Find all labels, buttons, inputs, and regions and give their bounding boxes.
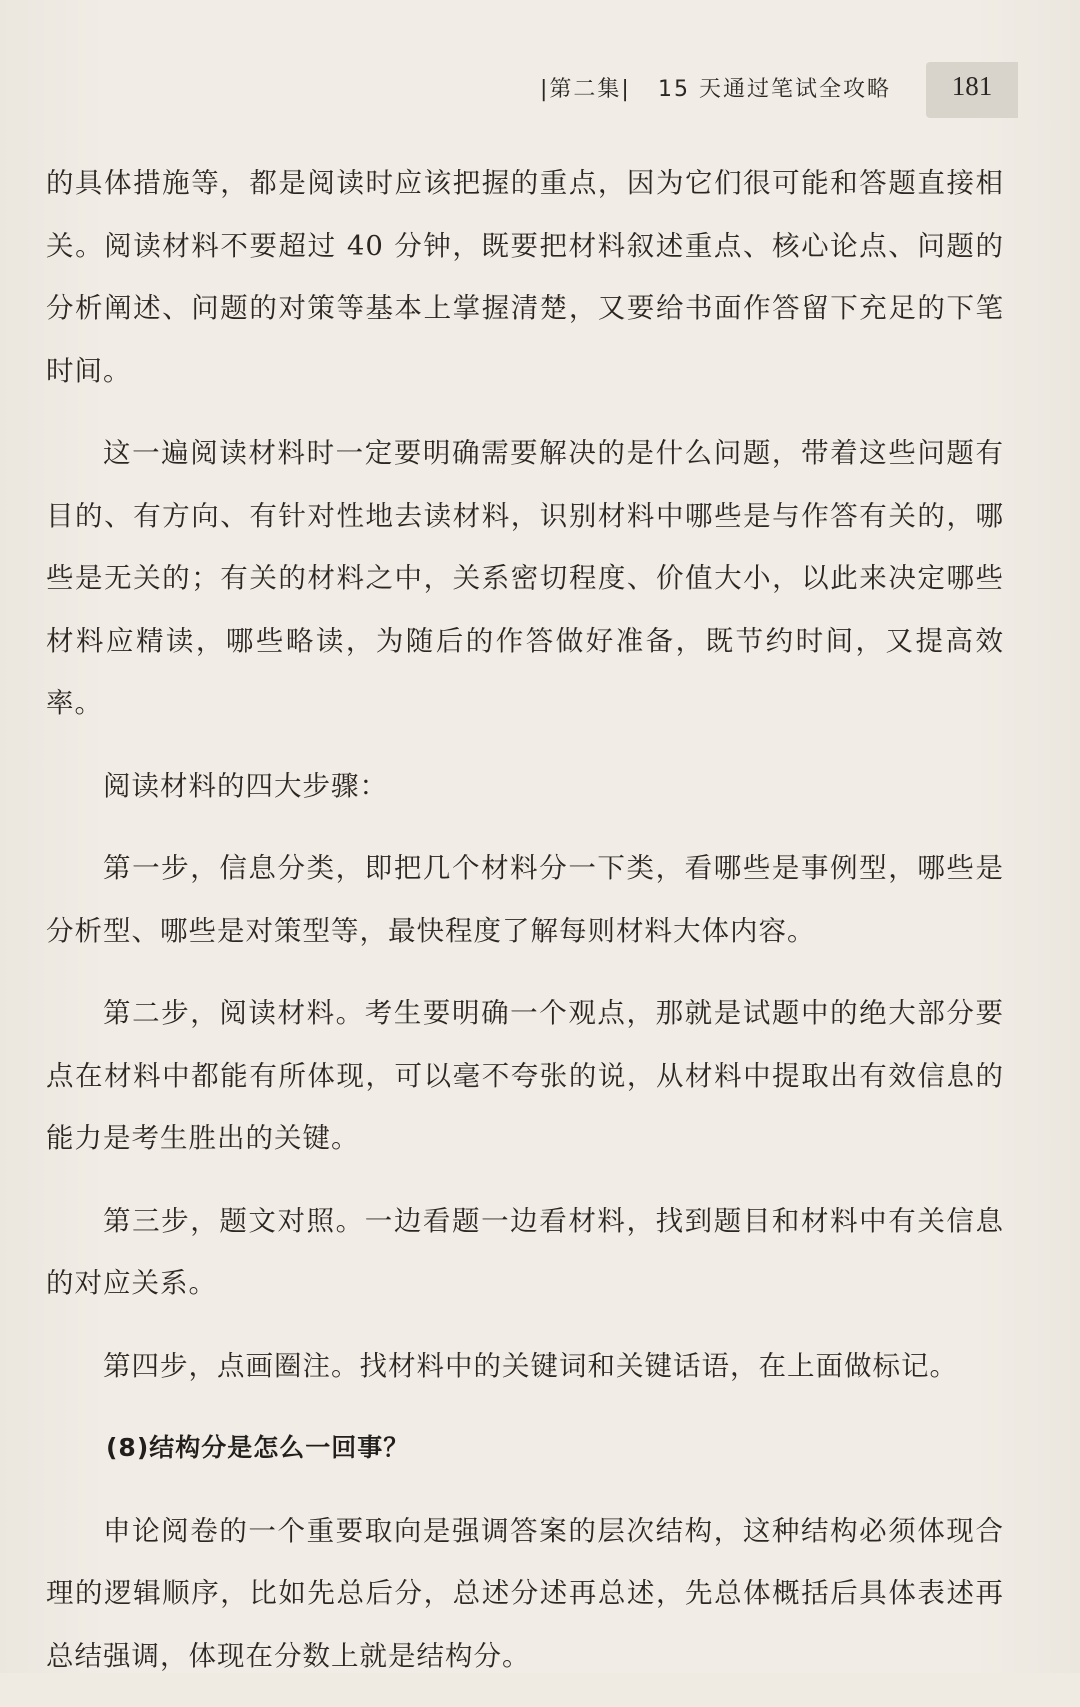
paragraph-reading-focus: 这一遍阅读材料时一定要明确需要解决的是什么问题，带着这些问题有目的、有方向、有针对性地去读材料，识别材料中哪些是与作答有关的，哪些是无关的；有关的材料之中，关系密切程度、价值大小，以此来决定哪些材料应精读，哪些略读，为随后的作答做好准备，既节约时间，又提高效率。 xyxy=(46,437,1004,719)
section-heading: (8)结构分是怎么一回事？ xyxy=(106,1433,410,1462)
paragraph-structure-score: 申论阅卷的一个重要取向是强调答案的层次结构，这种结构必须体现合理的逻辑顺序，比如先总后分，总述分述再总述，先总体概括后具体表述再总结强调，体现在分数上就是结构分。 xyxy=(46,1514,1004,1672)
paragraph-step-three: 第三步，题文对照。一边看题一边看材料，找到题目和材料中有关信息的对应关系。 xyxy=(46,1204,1004,1299)
paragraph-step-two: 第二步，阅读材料。考生要明确一个观点，那就是试题中的绝大部分要点在材料中都能有所体现，可以毫不夸张的说，从材料中提取出有效信息的能力是考生胜出的关键。 xyxy=(46,997,1004,1154)
paragraph-four-steps-intro: 阅读材料的四大步骤： xyxy=(103,769,388,802)
header-series-label: |第二集| xyxy=(540,77,631,102)
page-number: 181 xyxy=(951,71,993,101)
paragraph-continuation: 的具体措施等，都是阅读时应该把握的重点，因为它们很可能和答题直接相关。阅读材料不要超过 40 分钟，既要把材料叙述重点、核心论点、问题的分析阐述、问题的对策等基本上掌握清楚，又要给书面作答留下充足的下笔时间。 xyxy=(46,167,1004,387)
paragraph-step-one: 第一步，信息分类，即把几个材料分一下类，看哪些是事例型，哪些是分析型、哪些是对策型等，最快程度了解每则材料大体内容。 xyxy=(46,852,1004,947)
body-text xyxy=(46,152,1004,1707)
page-number-tab xyxy=(926,62,1018,118)
running-header xyxy=(540,62,1018,118)
paragraph-step-four: 第四步，点画圈注。找材料中的关键词和关键话语，在上面做标记。 xyxy=(103,1349,958,1382)
header-book-title: 15 天通过笔试全攻略 xyxy=(658,77,891,102)
